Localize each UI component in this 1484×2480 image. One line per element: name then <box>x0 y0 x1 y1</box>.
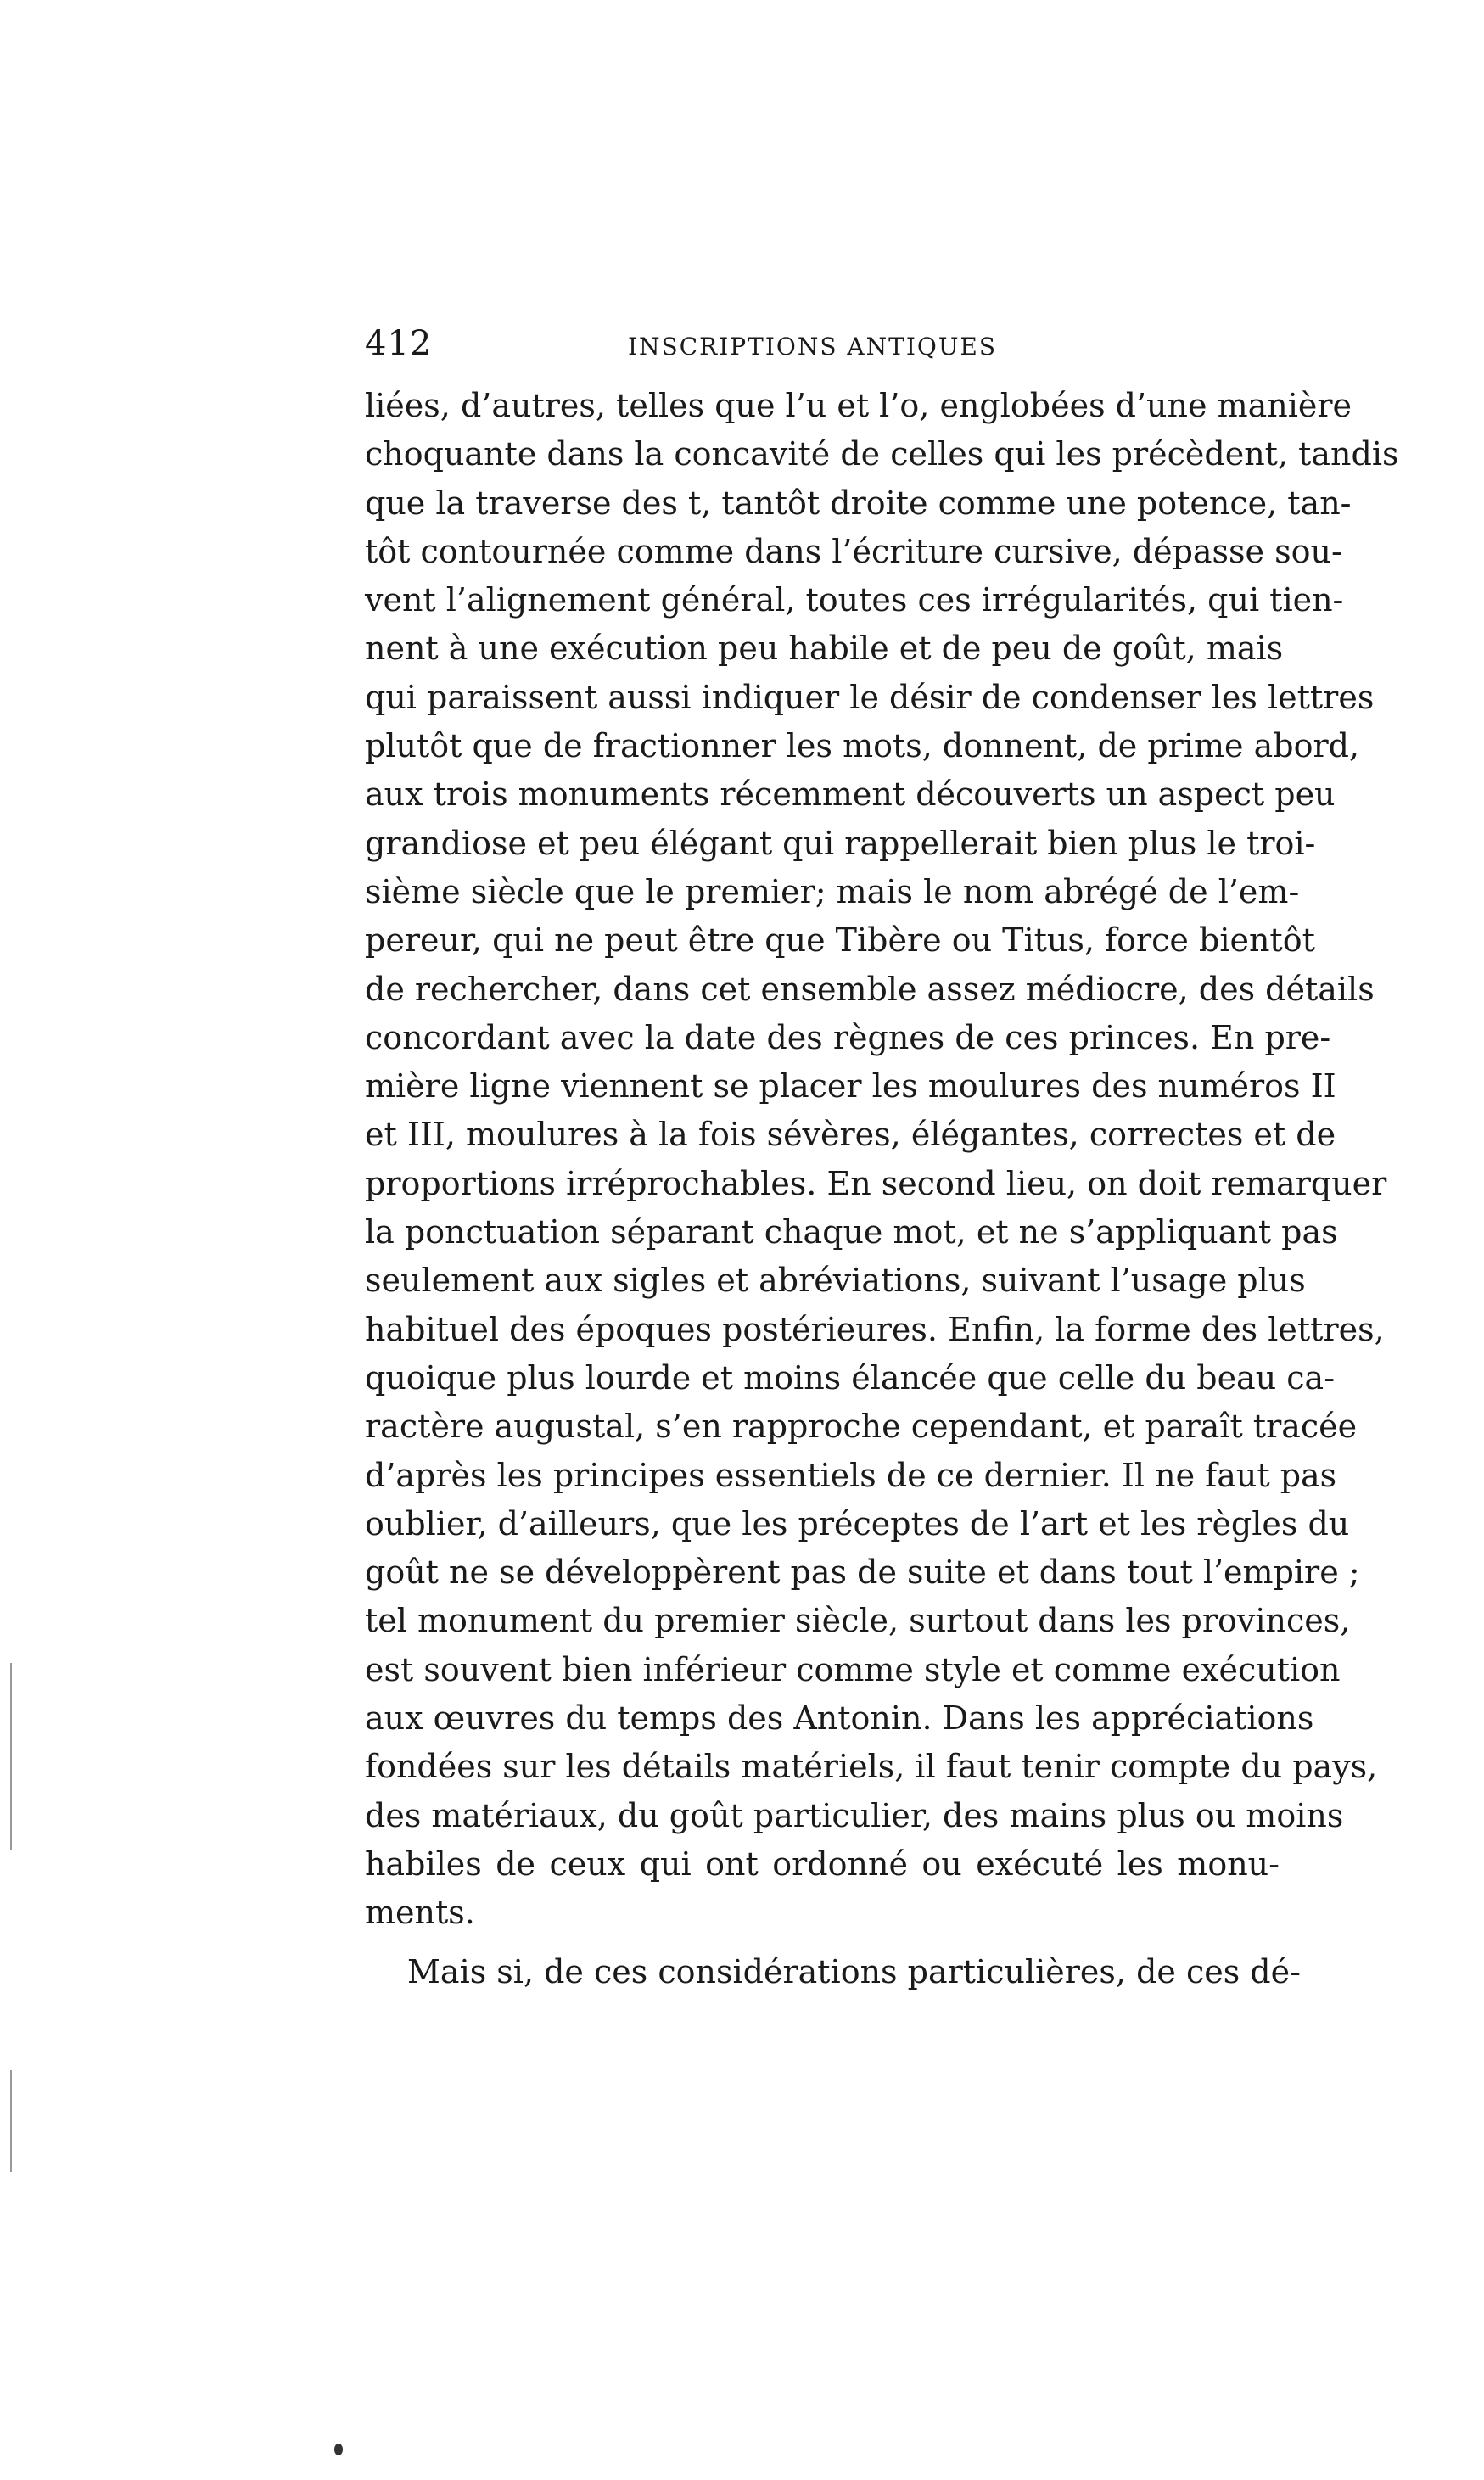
page-number: 412 <box>365 324 433 363</box>
paragraph-start-line: Mais si, de ces considérations particulières, de ces dé- <box>407 1952 1301 1990</box>
text-line: nent à une exécution peu habile et de peu de goût, mais <box>365 630 1284 668</box>
text-line: grandiose et peu élégant qui rappellerait bien plus le troi- <box>365 824 1316 862</box>
text-line: fondées sur les détails matériels, il faut tenir compte du pays, <box>365 1748 1378 1786</box>
text-line: choquante dans la concavité de celles qui les précèdent, tandis <box>365 435 1399 473</box>
text-line: que la traverse des t, tantôt droite comme une potence, tan- <box>365 484 1352 522</box>
text-line: vent l’alignement général, toutes ces irrégularités, qui tien- <box>365 581 1344 619</box>
text-line: tôt contournée comme dans l’écriture cursive, dépasse sou- <box>365 532 1342 570</box>
text-line: habituel des époques postérieures. Enfin, la forme des lettres, <box>365 1310 1385 1348</box>
text-line: sième siècle que le premier; mais le nom abrégé de l’em- <box>365 872 1300 910</box>
text-line: qui paraissent aussi indiquer le désir de condenser les lettres <box>365 678 1375 716</box>
text-line: et III, moulures à la fois sévères, élégantes, correctes et de <box>365 1116 1336 1154</box>
scan-speck <box>334 2444 343 2455</box>
text-line: habiles de ceux qui ont ordonné ou exécuté les monu- <box>365 1845 1280 1883</box>
text-line: pereur, qui ne peut être que Tibère ou Titus, force bientôt <box>365 921 1315 960</box>
text-line: est souvent bien inférieur comme style et comme exécution <box>365 1650 1341 1688</box>
text-line: liées, d’autres, telles que l’u et l’o, englobées d’une manière <box>365 387 1352 424</box>
text-line: tel monument du premier siècle, surtout dans les provinces, <box>365 1602 1351 1640</box>
text-line: concordant avec la date des règnes de ces princes. En pre- <box>365 1018 1331 1056</box>
text-line: ments. <box>365 1894 475 1932</box>
text-line: la ponctuation séparant chaque mot, et ne s’appliquant pas <box>365 1213 1338 1251</box>
text-line: de rechercher, dans cet ensemble assez médiocre, des détails <box>365 970 1375 1008</box>
text-line: seulement aux sigles et abréviations, suivant l’usage plus <box>365 1262 1306 1300</box>
text-line: oublier, d’ailleurs, que les préceptes de l’art et les règles du <box>365 1504 1350 1542</box>
text-line: aux trois monuments récemment découverts un aspect peu <box>365 775 1336 814</box>
body-text <box>365 382 1399 1996</box>
text-line: quoique plus lourde et moins élancée que celle du beau ca- <box>365 1358 1336 1397</box>
text-line: goût ne se développèrent pas de suite et dans tout l’empire ; <box>365 1553 1360 1592</box>
text-line: d’après les principes essentiels de ce dernier. Il ne faut pas <box>365 1456 1337 1494</box>
text-line: mière ligne viennent se placer les moulures des numéros II <box>365 1067 1336 1106</box>
running-head <box>365 324 1044 375</box>
scan-margin-line <box>10 1663 12 1850</box>
text-line: ractère augustal, s’en rapproche cependant, et paraît tracée <box>365 1408 1358 1446</box>
text-line: plutôt que de fractionner les mots, donnent, de prime abord, <box>365 727 1360 765</box>
paragraph-gap <box>365 1938 1280 1948</box>
scan-margin-line <box>10 2070 12 2172</box>
text-line: des matériaux, du goût particulier, des mains plus ou moins <box>365 1796 1344 1834</box>
text-line: aux œuvres du temps des Antonin. Dans les appréciations <box>365 1699 1314 1738</box>
running-title: INSCRIPTIONS ANTIQUES <box>628 333 998 361</box>
text-line: proportions irréprochables. En second lieu, on doit remarquer <box>365 1164 1387 1202</box>
